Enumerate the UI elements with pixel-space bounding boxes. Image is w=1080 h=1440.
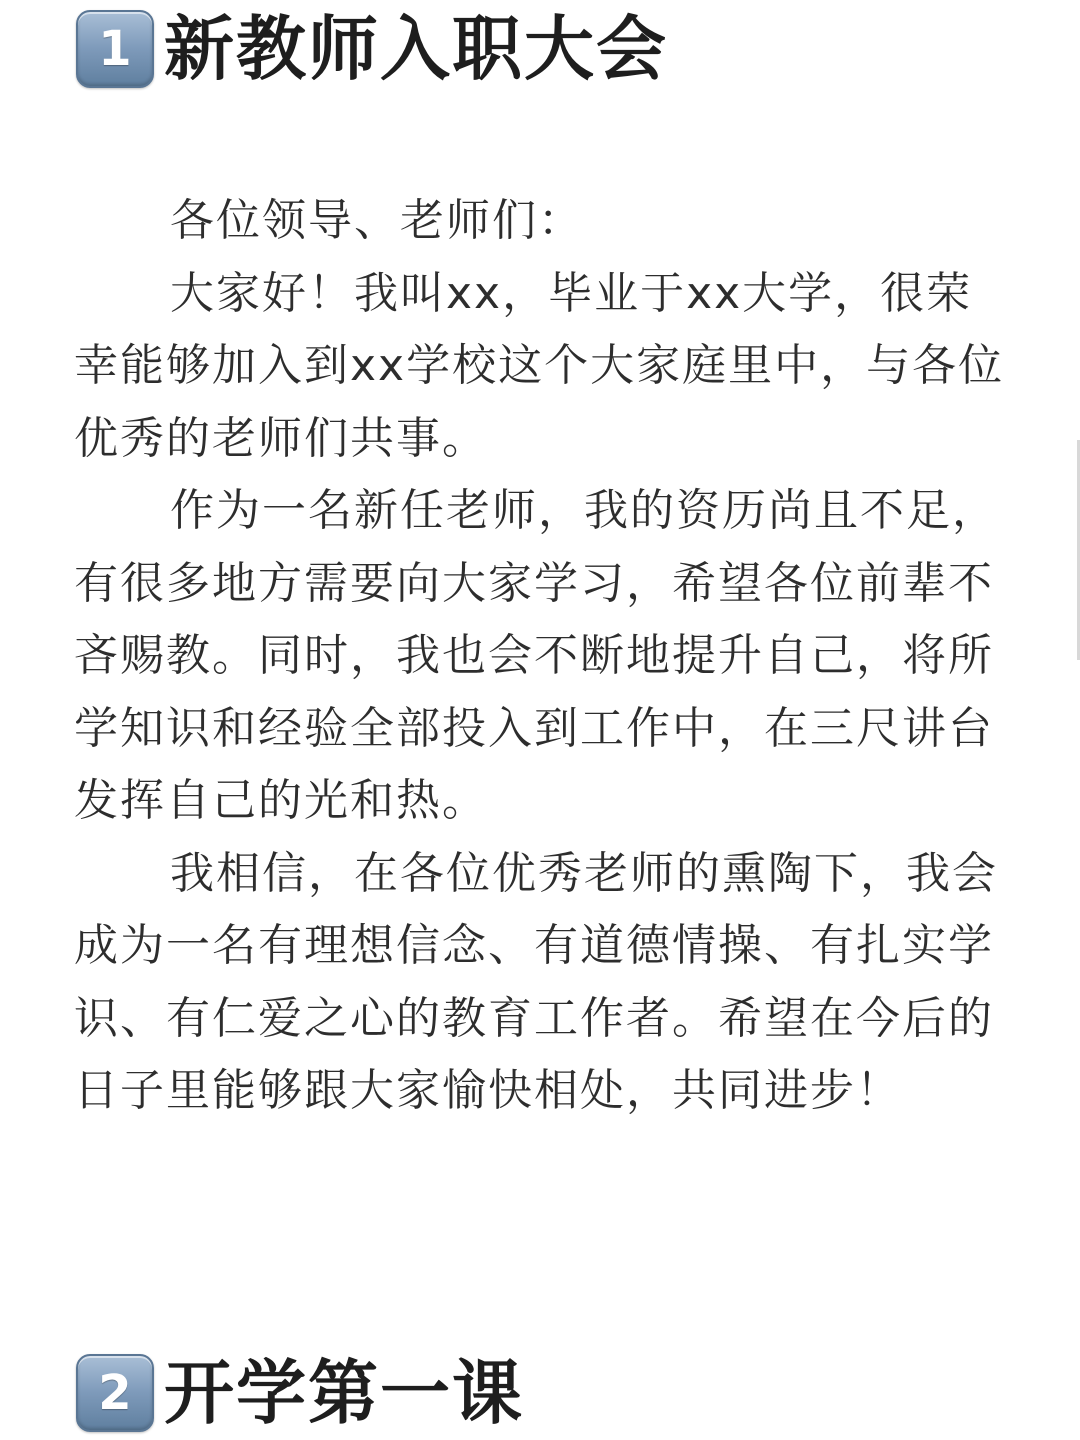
section-title-2: 开学第一课 (164, 1352, 524, 1434)
section-title-1: 新教师入职大会 (164, 8, 668, 90)
number-one-badge-icon: 1 (76, 10, 154, 88)
number-two-badge-icon: 2 (76, 1354, 154, 1432)
speech-paragraph-2: 作为一名新任老师，我的资历尚且不足，有很多地方需要向大家学习，希望各位前辈不吝赐教。同时，我也会不断地提升自己，将所学知识和经验全部投入到工作中，在三尺讲台发挥自己的光和热。 (74, 485, 998, 826)
section-heading-1 (76, 6, 668, 92)
speech-body (74, 185, 1006, 1128)
section-heading-2 (76, 1350, 524, 1436)
speech-paragraph-3: 我相信，在各位优秀老师的熏陶下，我会成为一名有理想信念、有道德情操、有扎实学识、有仁爱之心的教育工作者。希望在今后的日子里能够跟大家愉快相处，共同进步！ (74, 847, 998, 1116)
speech-paragraph-1: 大家好！我叫xx，毕业于xx大学，很荣幸能够加入到xx学校这个大家庭里中，与各位优秀的老师们共事。 (74, 267, 1005, 464)
speech-greeting: 各位领导、老师们： (170, 195, 584, 246)
